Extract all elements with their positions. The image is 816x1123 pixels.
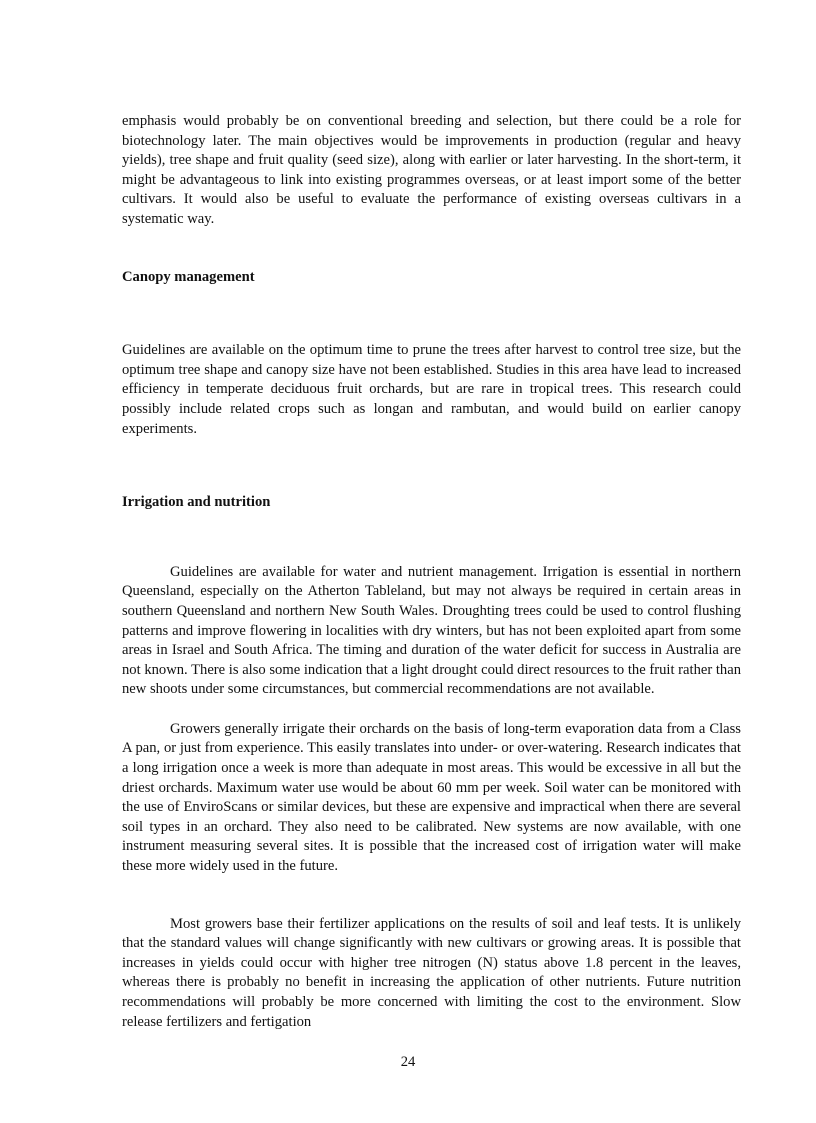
heading-canopy-management: Canopy management xyxy=(122,268,255,285)
paragraph-canopy: Guidelines are available on the optimum time to prune the trees after harvest to control tree size, but the optimum tree shape and canopy size have not been established. Studies in this area have lead to increased efficiency in temperate deciduous fruit orchards, but are rare in tropical trees. This research could possibly include related crops such as longan and rambutan, and would build on earlier canopy experiments. xyxy=(122,342,741,437)
paragraph-irrigation-practice: Growers generally irrigate their orchards on the basis of long-term evaporation data from a Class A pan, or just from experience. This easily translates into under- or over-watering. Research indicates that a long irrigation once a week is more than adequate in most areas. This would be excessive in all but the driest orchards. Maximum water use would be about 60 mm per week. Soil water can be monitored with the use of EnviroScans or similar devices, but these are expensive and impractical when there are several soil types in an orchard. They also need to be calibrated. New systems are now available, with one instrument measuring several sites. It is possible that the increased cost of irrigation water will make these more widely used in the future. xyxy=(122,720,741,875)
paragraph-fertilizer: Most growers base their fertilizer applications on the results of soil and leaf tests. It is unlikely that the standard values will change significantly with new cultivars or growing areas. It is possible that increases in yields could occur with higher tree nitrogen (N) status above 1.8 percent in the leaves, whereas there is probably no benefit in increasing the application of other nutrients. Future nutrition recommendations will probably be more concerned with limiting the cost to the environment. Slow release fertilizers and fertigation xyxy=(122,915,741,1030)
heading-irrigation-nutrition: Irrigation and nutrition xyxy=(122,494,271,511)
paragraph-guidelines-water: Guidelines are available for water and nutrient management. Irrigation is essential in northern Queensland, especially on the Atherton Tableland, but may not always be required in certain areas in southern Queensland and northern New South Wales. Droughting trees could be used to control flushing patterns and improve flowering in localities with dry winters, but has not been exploited apart from some areas in Israel and South Africa. The timing and duration of the water deficit for success in Australia are not known. There is also some indication that a light drought could direct resources to the fruit rather than new shoots under some circumstances, but commercial recommendations are not available. xyxy=(122,563,741,698)
page-number: 24 xyxy=(400,1054,416,1070)
document-page xyxy=(122,112,741,1032)
paragraph-breeding: emphasis would probably be on conventional breeding and selection, but there could be a role for biotechnology later. The main objectives would be improvements in production (regular and heavy yields), tree shape and fruit quality (seed size), along with earlier or later harvesting. In the short-term, it might be advantageous to link into existing programmes overseas, or at least import some of the better cultivars. It would also be useful to evaluate the performance of existing overseas cultivars in a systematic way. xyxy=(122,113,741,227)
